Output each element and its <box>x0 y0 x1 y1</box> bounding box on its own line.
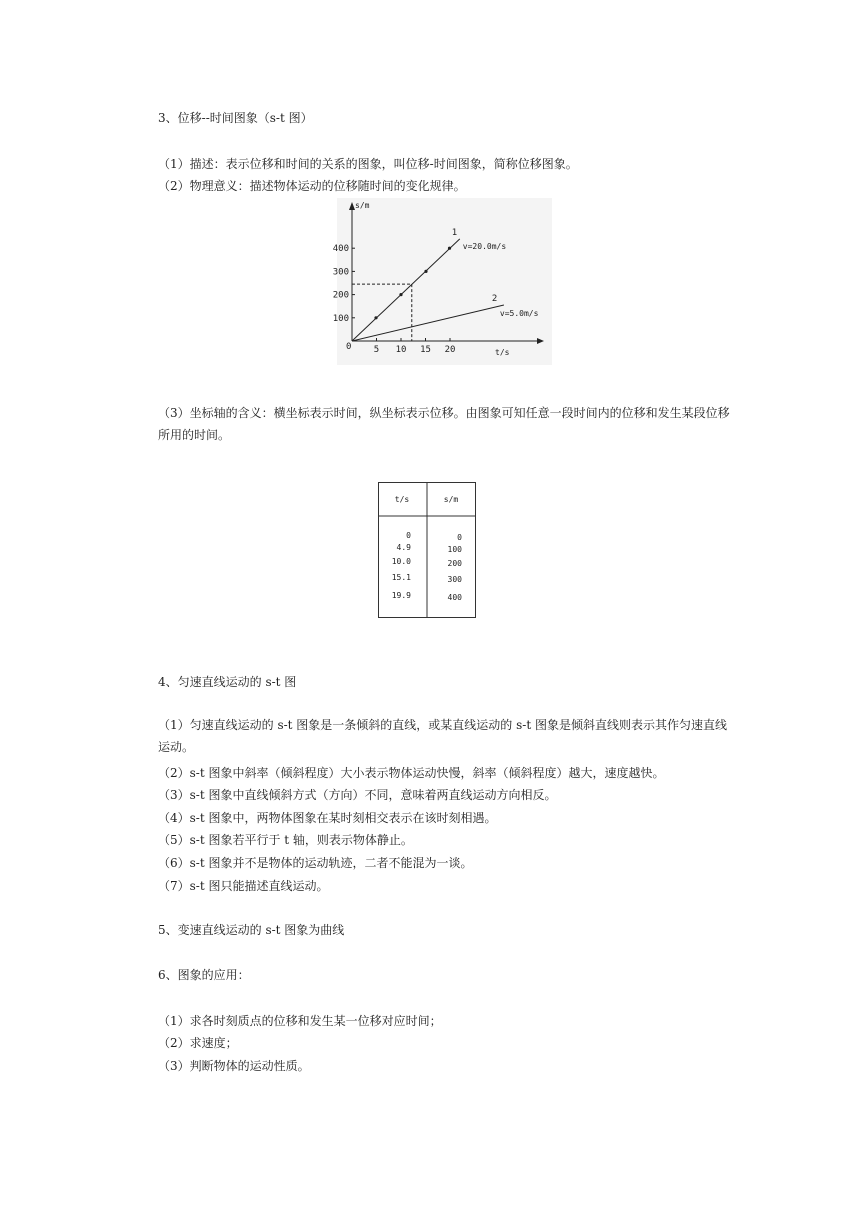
y-axis-label: s/m <box>355 201 370 210</box>
y-tick-label: 100 <box>332 313 349 324</box>
table-cell-t: 4.9 <box>396 543 411 552</box>
series-1-point <box>448 247 451 250</box>
series-1-point <box>424 270 427 273</box>
data-table <box>378 482 476 618</box>
section3-paragraph-1: （1）描述：表示位移和时间的关系的图象，叫位移-时间图象，简称位移图象。 <box>158 157 578 171</box>
x-tick-label: 20 <box>444 345 456 355</box>
y-tick-label: 400 <box>332 244 349 255</box>
section6-heading: 6、图象的应用： <box>158 968 250 982</box>
x-tick-label: 15 <box>420 345 431 355</box>
series-2-name: 2 <box>491 294 498 305</box>
series-1-name: 1 <box>451 227 458 238</box>
section3-heading: 3、位移--时间图象（s-t 图） <box>158 111 313 125</box>
section3-paragraph-2: （2）物理意义：描述物体运动的位移随时间的变化规律。 <box>158 179 466 193</box>
y-tick-label: 200 <box>332 290 349 301</box>
section4-paragraph-7: （7）s-t 图只能描述直线运动。 <box>158 879 329 893</box>
section4-paragraph-3: （3）s-t 图象中直线倾斜方式（方向）不同，意味着两直线运动方向相反。 <box>158 788 557 802</box>
st-graph <box>332 198 552 365</box>
section6-paragraph-3: （3）判断物体的运动性质。 <box>158 1059 310 1073</box>
series-1-point <box>399 293 402 296</box>
section6-paragraph-2: （2）求速度； <box>158 1036 238 1050</box>
origin-label: 0 <box>346 342 352 352</box>
table-cell-s: 100 <box>447 545 462 554</box>
x-tick-label: 10 <box>395 345 407 355</box>
section4-heading: 4、匀速直线运动的 s-t 图 <box>158 675 297 689</box>
x-tick-label: 5 <box>373 345 380 355</box>
table-cell-s: 300 <box>447 575 462 584</box>
section4-paragraph-5: （5）s-t 图象若平行于 t 轴，则表示物体静止。 <box>158 833 413 847</box>
section4-paragraph-6: （6）s-t 图象并不是物体的运动轨迹，二者不能混为一谈。 <box>158 856 473 870</box>
table-cell-t: 10.0 <box>391 557 411 566</box>
y-tick-label: 300 <box>332 267 349 278</box>
section6-paragraph-1: （1）求各时刻质点的位移和发生某一位移对应时间； <box>158 1014 442 1028</box>
table-cell-t: 15.1 <box>391 573 411 582</box>
table-cell-t: 19.9 <box>391 591 411 600</box>
section3-paragraph-3: （3）坐标轴的含义：横坐标表示时间，纵坐标表示位移。由图象可知任意一段时间内的位移和发生某段位移所用的时间。 <box>158 406 730 442</box>
section5-heading: 5、变速直线运动的 s-t 图象为曲线 <box>158 923 345 937</box>
table-cell-t: 0 <box>406 531 411 540</box>
section4-paragraph-1: （1）匀速直线运动的 s-t 图象是一条倾斜的直线，或某直线运动的 s-t 图象是倾斜直线则表示其作匀速直线运动。 <box>158 718 727 754</box>
table-header-s: s/m <box>443 495 459 504</box>
section4-paragraph-4: （4）s-t 图象中，两物体图象在某时刻相交表示在该时刻相遇。 <box>158 811 497 825</box>
table-cell-s: 0 <box>457 533 462 542</box>
table-cell-s: 400 <box>447 593 462 602</box>
series-2-label: v=5.0m/s <box>499 309 539 319</box>
section4-paragraph-2: （2）s-t 图象中斜率（倾斜程度）大小表示物体运动快慢，斜率（倾斜程度）越大，速度越快。 <box>158 766 665 780</box>
table-cell-s: 200 <box>447 559 462 568</box>
x-axis-label: t/s <box>495 348 510 357</box>
table-header-t: t/s <box>394 495 410 504</box>
series-1-label: v=20.0m/s <box>462 241 507 251</box>
series-1-point <box>374 316 377 319</box>
